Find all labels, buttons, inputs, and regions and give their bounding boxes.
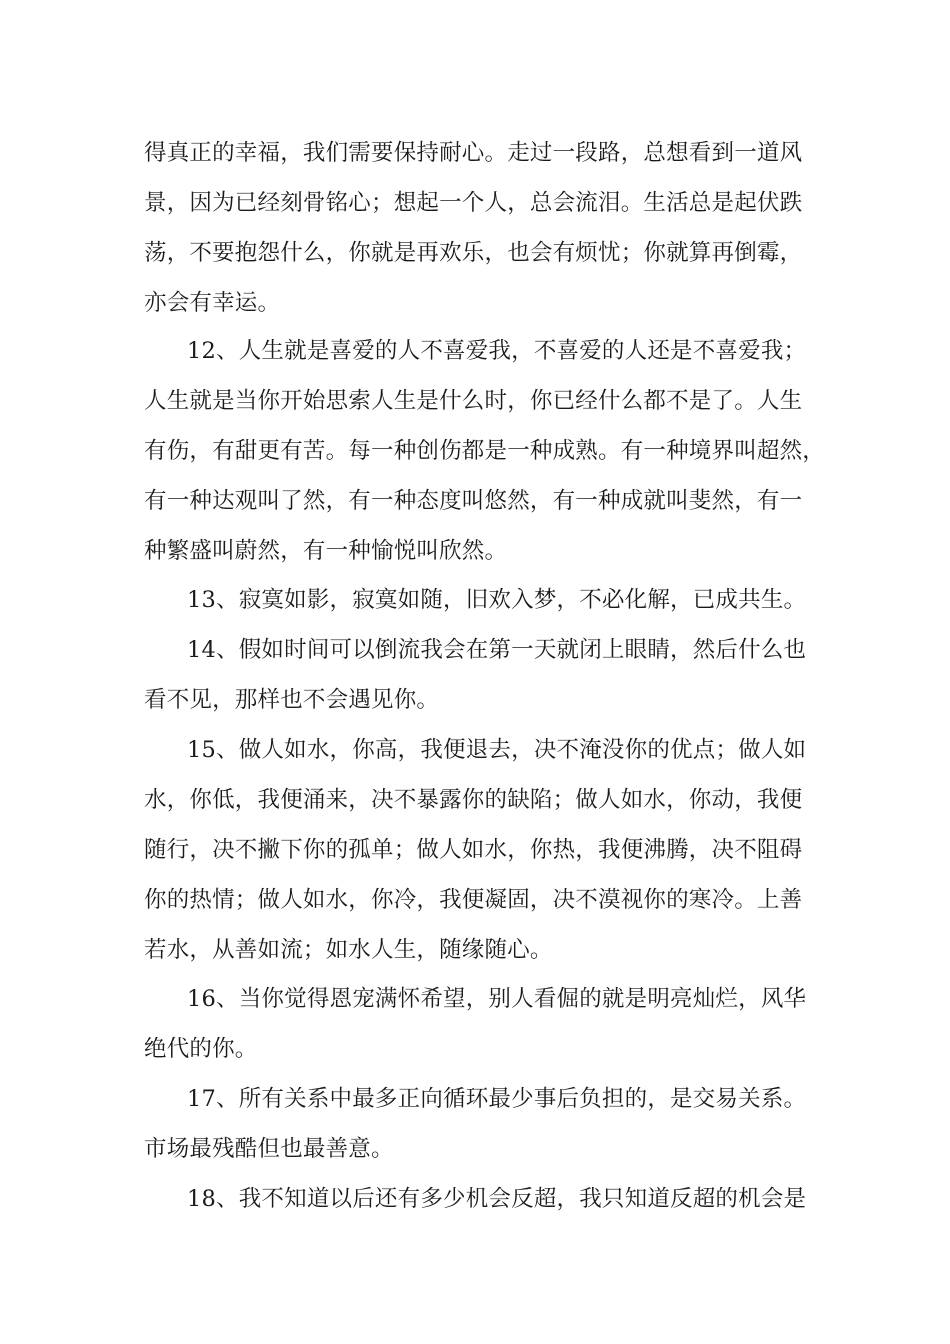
text-line: 绝代的你。	[144, 1036, 258, 1062]
text-line: 人生就是当你开始思索人生是什么时，你已经什么都不是了。人生	[144, 388, 803, 414]
text-line: 若水，从善如流；如水人生，随缘随心。	[144, 937, 553, 963]
paragraph-14-first-line: 14、假如时间可以倒流我会在第一天就闭上眼睛，然后什么也	[187, 637, 807, 663]
text-line: 随行，决不撇下你的孤单；做人如水，你热，我便沸腾，决不阻碍	[144, 837, 803, 863]
paragraph-17-first-line: 17、所有关系中最多正向循环最少事后负担的，是交易关系。	[187, 1086, 807, 1112]
text-line: 水，你低，我便涌来，决不暴露你的缺陷；做人如水，你动，我便	[144, 787, 803, 813]
text-line: 市场最残酷但也最善意。	[144, 1136, 394, 1162]
text-line: 你的热情；做人如水，你冷，我便凝固，决不漠视你的寒冷。上善	[144, 887, 803, 913]
text-line: 得真正的幸福，我们需要保持耐心。走过一段路，总想看到一道风	[144, 140, 803, 166]
paragraph-13-line: 13、寂寞如影，寂寞如随，旧欢入梦，不必化解，已成共生。	[187, 587, 807, 613]
text-line: 景，因为已经刻骨铭心；想起一个人，总会流泪。生活总是起伏跌	[144, 190, 803, 216]
paragraph-15-first-line: 15、做人如水，你高，我便退去，决不淹没你的优点；做人如	[187, 737, 807, 763]
paragraph-16-first-line: 16、当你觉得恩宠满怀希望，别人看倔的就是明亮灿烂，风华	[187, 986, 807, 1012]
paragraph-18-first-line: 18、我不知道以后还有多少机会反超，我只知道反超的机会是	[187, 1186, 807, 1212]
text-line: 荡，不要抱怨什么，你就是再欢乐，也会有烦忧；你就算再倒霉，	[144, 240, 803, 266]
text-line: 种繁盛叫蔚然，有一种愉悦叫欣然。	[144, 538, 508, 564]
text-line: 有伤，有甜更有苦。每一种创伤都是一种成熟。有一种境界叫超然，	[144, 438, 826, 464]
paragraph-12-first-line: 12、人生就是喜爱的人不喜爱我，不喜爱的人还是不喜爱我；	[187, 338, 807, 364]
text-line: 亦会有幸运。	[144, 290, 281, 316]
text-line: 有一种达观叫了然，有一种态度叫悠然，有一种成就叫斐然，有一	[144, 488, 803, 514]
text-line: 看不见，那样也不会遇见你。	[144, 687, 440, 713]
